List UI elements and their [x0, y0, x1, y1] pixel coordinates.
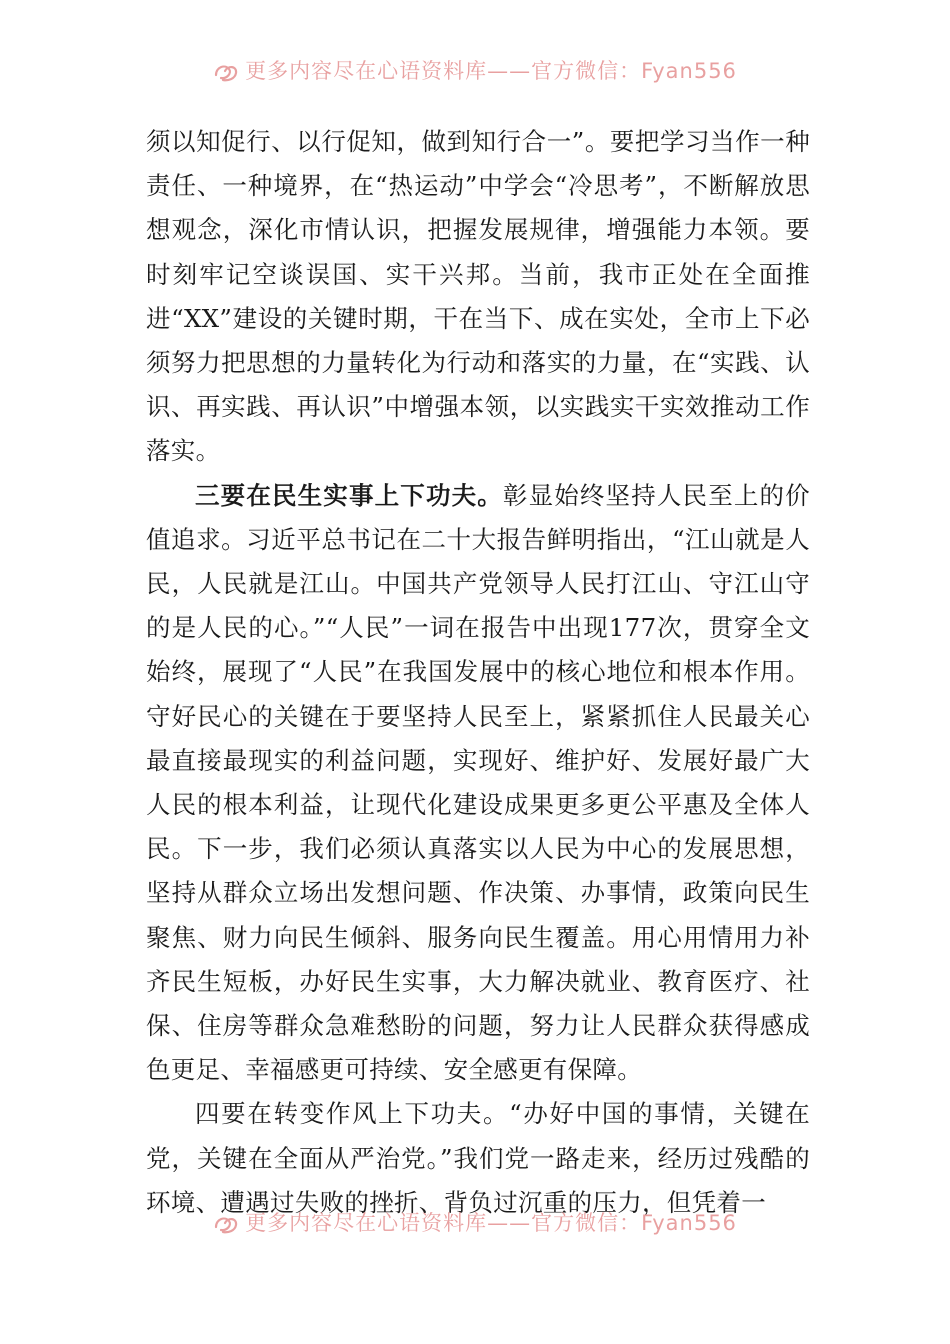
paragraph-1-text: 须以知促行、以行促知，做到知行合一”。要把学习当作一种责任、一种境界，在“热运动”中学会“冷思考”，不断解放思想观念，深化市情认识，把握发展规律，增强能力本领。要时刻牢记空谈误国、实干兴邦。当前，我市正处在全面推进“XX”建设的关键时期，干在当下、成在实处，全市上下必须努力把思想的力量转化为行动和落实的力量，在“实践、认识、再实践、再认识”中增强本领，以实践实干实效推动工作落实。: [146, 127, 810, 466]
header-watermark: [0, 56, 950, 86]
paragraph-3-text: 四要在转变作风上下功夫。“办好中国的事情，关键在党，关键在全面从严治党。”我们党一路走来，经历过残酷的环境、遭遇过失败的挫折、背负过沉重的压力，但凭着一: [146, 1099, 810, 1217]
document-body: [146, 120, 810, 1225]
paragraph-2-text: 彰显始终坚持人民至上的价值追求。习近平总书记在二十大报告鲜明指出，“江山就是人民，人民就是江山。中国共产党领导人民打江山、守江山守的是人民的心。”“人民”一词在报告中出现177次，贯穿全文始终，展现了“人民”在我国发展中的核心地位和根本作用。守好民心的关键在于要坚持人民至上，紧紧抓住人民最关心最直接最现实的利益问题，实现好、维护好、发展好最广大人民的根本利益，让现代化建设成果更多更公平惠及全体人民。下一步，我们必须认真落实以人民为中心的发展思想，坚持从群众立场出发想问题、作决策、办事情，政策向民生聚焦、财力向民生倾斜、服务向民生覆盖。用心用情用力补齐民生短板，办好民生实事，大力解决就业、教育医疗、社保、住房等群众急难愁盼的问题，努力让人民群众获得感成色更足、幸福感更可持续、安全感更有保障。: [146, 480, 810, 1085]
paragraph-3: [146, 1092, 810, 1225]
watermark-logo-icon: [213, 61, 239, 83]
paragraph-2: [146, 474, 810, 1093]
paragraph-2-heading: 三要在民生实事上下功夫。: [195, 480, 503, 510]
paragraph-1: [146, 120, 810, 474]
watermark-logo-icon: [213, 1213, 239, 1235]
header-watermark-text: 更多内容尽在心语资料库——官方微信：Fyan556: [245, 59, 737, 83]
footer-watermark: [0, 1208, 950, 1238]
footer-watermark-text: 更多内容尽在心语资料库——官方微信：Fyan556: [245, 1211, 737, 1235]
